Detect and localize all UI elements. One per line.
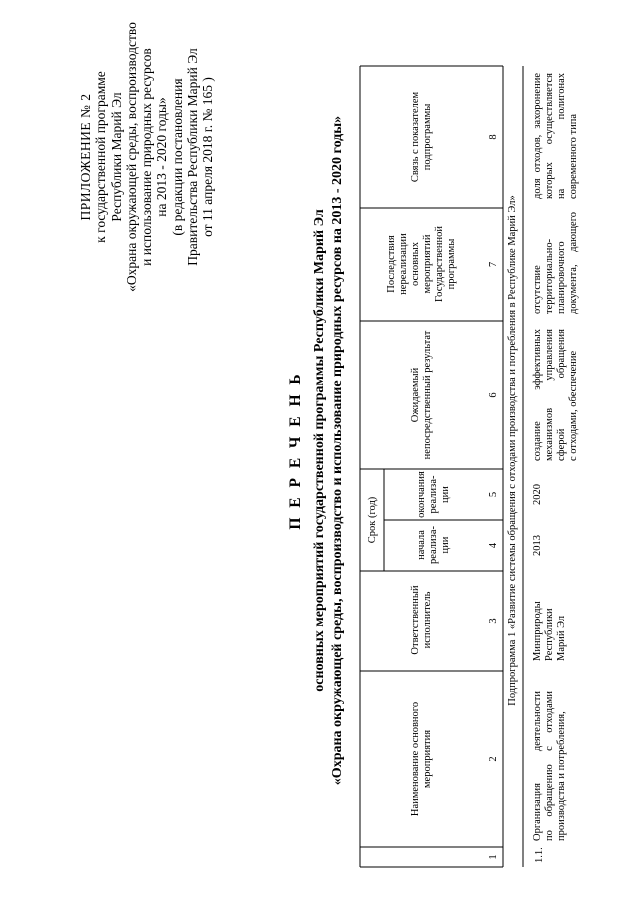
cell-line: по обращению с отходами bbox=[544, 691, 555, 841]
header-end: окончания реализа-ции bbox=[416, 471, 451, 518]
cell-line: Республики bbox=[544, 608, 555, 661]
row-consequences bbox=[532, 212, 580, 314]
cell-line: современного типа bbox=[568, 114, 579, 199]
appendix-line: (в редакции постановления bbox=[169, 78, 185, 236]
document-title: П Е Р Е Ч Е Н Ь bbox=[287, 371, 304, 530]
row-number: 1.1. bbox=[534, 847, 545, 863]
cell-line: производства и потребления, bbox=[556, 711, 567, 841]
cell-line: которых осуществляется bbox=[544, 73, 555, 199]
cell-line: Марий Эл bbox=[556, 615, 567, 661]
appendix-line: ПРИЛОЖЕНИЕ № 2 bbox=[78, 93, 93, 221]
cell-line: на полигонах bbox=[556, 73, 567, 199]
column-number: 1 bbox=[488, 854, 499, 860]
cell-line: Минприроды bbox=[532, 601, 543, 661]
appendix-line: Правительства Республики Марий Эл bbox=[185, 48, 201, 266]
header-result: Ожидаемый непосредственный результат bbox=[410, 330, 433, 460]
appendix-line: «Охрана окружающей среды, воспроизводство bbox=[123, 22, 139, 292]
cell-line: планировочного bbox=[556, 241, 567, 314]
cell-line: с отходами, обеспечение bbox=[568, 350, 579, 461]
row-executor bbox=[532, 576, 568, 661]
document-subtitle-line-1: основных мероприятий государственной программы Республики Марий Эл bbox=[312, 209, 327, 692]
column-number: 6 bbox=[488, 392, 499, 398]
cell-line: механизмов управления bbox=[544, 329, 555, 461]
appendix-line: от 11 апреля 2018 г. № 165 ) bbox=[200, 77, 216, 237]
cell-line: Организация деятельности bbox=[532, 691, 543, 841]
header-executor: Ответственный исполнитель bbox=[410, 585, 433, 655]
column-number: 7 bbox=[488, 261, 499, 268]
row-start-year: 2013 bbox=[532, 535, 543, 556]
cell-line: создание эффективных bbox=[532, 329, 543, 461]
appendix-line: на 2013 - 2020 годы» bbox=[154, 97, 170, 217]
cell-line: сферой обращения bbox=[556, 329, 567, 461]
column-number: 2 bbox=[488, 756, 499, 762]
appendix-line: к государственной программе bbox=[93, 71, 109, 243]
row-name bbox=[532, 691, 568, 841]
header-start: начала реализа-ции bbox=[416, 526, 451, 564]
subprogram-heading: Подпрограмма 1 «Развитие системы обращения с отходами производства и потребления в Республике Марий Эл» bbox=[507, 195, 518, 706]
cell-line: документа, дающего bbox=[568, 212, 579, 314]
row-link bbox=[532, 73, 580, 199]
column-number: 5 bbox=[488, 491, 499, 498]
row-end-year: 2020 bbox=[532, 484, 543, 505]
cell-line: отсутствие bbox=[532, 265, 543, 314]
header-consequences: Последствия нереализации основных мероприятий Государственной программы bbox=[386, 226, 457, 302]
column-number: 4 bbox=[488, 542, 499, 549]
column-number: 8 bbox=[488, 134, 499, 140]
document-subtitle-line-2: «Охрана окружающей среды, воспроизводство и использование природных ресурсов на 2013 - 2020 годы» bbox=[330, 115, 345, 786]
header-name: Наименование основного мероприятия bbox=[410, 701, 433, 817]
cell-line: территориально- bbox=[544, 238, 555, 314]
row-result bbox=[532, 329, 580, 461]
appendix-line: Республики Марий Эл bbox=[108, 92, 124, 222]
column-number: 3 bbox=[488, 618, 499, 624]
header-link: Связь с показателем подпрограммы bbox=[410, 91, 433, 183]
cell-line: доля отходов, захоронение bbox=[532, 73, 543, 199]
header-term: Срок (год) bbox=[367, 496, 378, 544]
appendix-line: и использование природных ресурсов bbox=[139, 48, 155, 266]
